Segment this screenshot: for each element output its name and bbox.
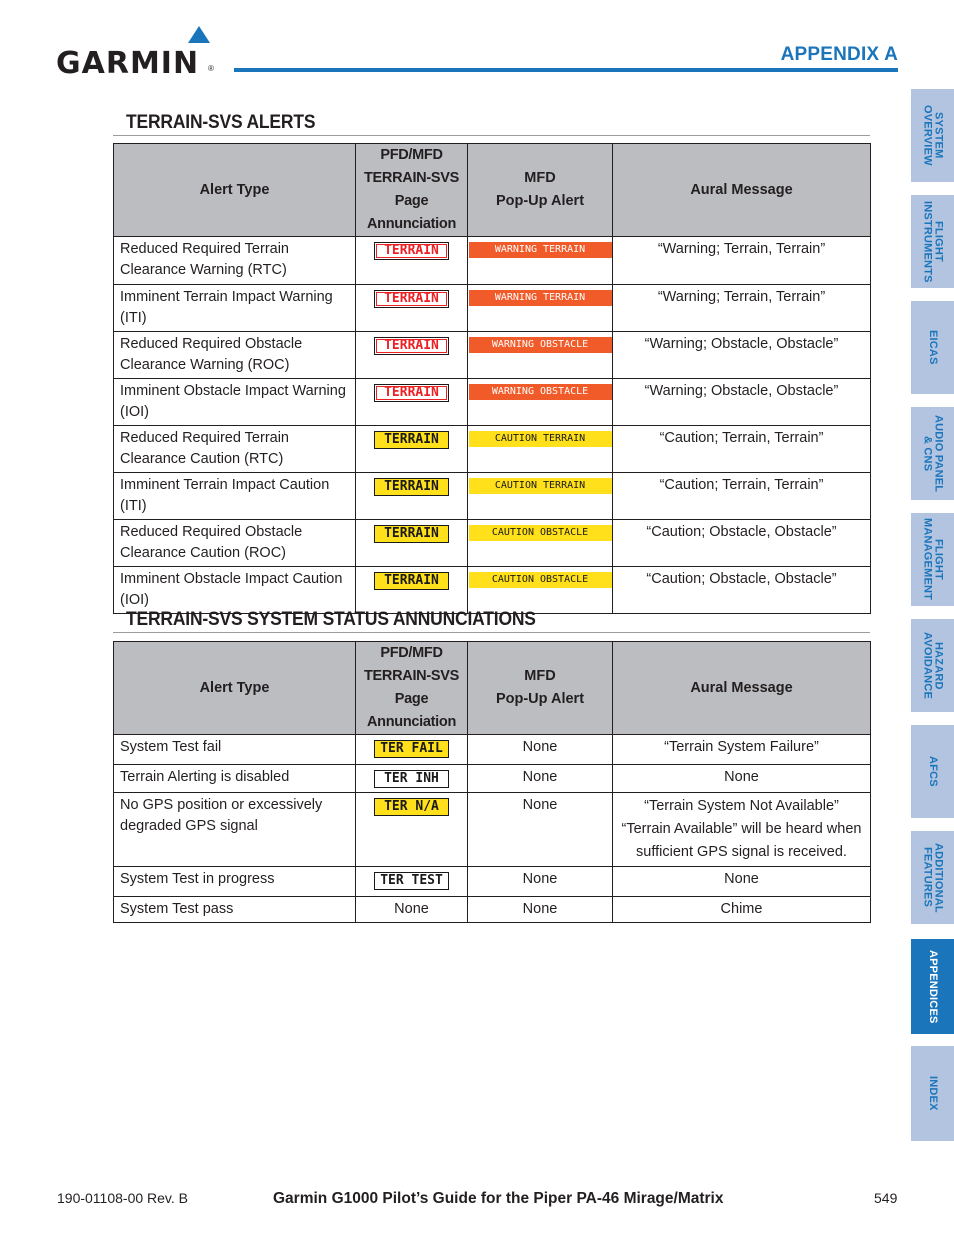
header-aural: Aural Message: [613, 144, 871, 237]
popup-cell: None: [468, 735, 613, 765]
annunciation-cell: [356, 332, 468, 379]
tab-eicas[interactable]: [911, 301, 954, 394]
aural-note: “Terrain Available” will be heard when sufficient GPS signal is received.: [621, 821, 862, 860]
tab-label: APPENDICES: [927, 949, 939, 1024]
tab-label: HAZARD AVOIDANCE: [921, 632, 945, 699]
header-annunciation: [356, 144, 468, 237]
table-header-row: [114, 642, 871, 735]
appendix-title: APPENDIX A: [780, 44, 898, 65]
popup-cell: [468, 379, 613, 426]
garmin-logo: [56, 26, 221, 81]
tab-additional-features[interactable]: [911, 831, 954, 924]
popup-cell: [468, 332, 613, 379]
alerts-section-rule: [113, 135, 870, 136]
aural-cell: “Warning; Terrain, Terrain”: [613, 237, 871, 285]
table-row: [114, 735, 871, 765]
tab-label: FLIGHT INSTRUMENTS: [921, 200, 945, 283]
alert-type-cell: Imminent Obstacle Impact Caution (IOI): [114, 567, 356, 614]
terrain-warning-annunciation: TERRAIN: [374, 384, 449, 402]
alert-type-cell: System Test in progress: [114, 867, 356, 897]
table-row: [114, 379, 871, 426]
table-row: [114, 332, 871, 379]
ter-inh-annunciation: TER INH: [374, 770, 449, 788]
popup-cell: [468, 237, 613, 285]
warning-popup-alert: WARNING TERRAIN: [469, 290, 612, 306]
popup-cell: [468, 520, 613, 567]
terrain-warning-annunciation: TERRAIN: [374, 242, 449, 260]
aural-cell: “Warning; Terrain, Terrain”: [613, 285, 871, 332]
table-row: [114, 867, 871, 897]
aural-cell: None: [613, 867, 871, 897]
table-row: [114, 765, 871, 793]
tab-system-overview[interactable]: [911, 89, 954, 182]
annunciation-cell: [356, 426, 468, 473]
table-row: [114, 426, 871, 473]
annunciation-cell: [356, 237, 468, 285]
annunciation-cell: None: [356, 897, 468, 923]
doc-number: 190-01108-00 Rev. B: [57, 1190, 189, 1206]
tab-label: INDEX: [927, 1076, 939, 1111]
header-rule: [234, 68, 898, 72]
tab-label: SYSTEM OVERVIEW: [921, 105, 945, 166]
header-popup-line: Pop-Up Alert: [495, 691, 585, 707]
popup-cell: [468, 285, 613, 332]
table-row: [114, 567, 871, 614]
aural-cell: [613, 793, 871, 867]
header-annunciation-line: Annunciation: [366, 216, 457, 232]
header-popup-line: Pop-Up Alert: [495, 193, 585, 209]
alert-type-cell: Reduced Required Terrain Clearance Warning (RTC): [114, 237, 356, 285]
terrain-warning-annunciation: TERRAIN: [374, 337, 449, 355]
warning-popup-alert: WARNING OBSTACLE: [469, 337, 612, 353]
aural-cell: “Warning; Obstacle, Obstacle”: [613, 379, 871, 426]
header-annunciation-line: Page: [394, 691, 429, 707]
header-popup: [468, 642, 613, 735]
aural-cell: “Caution; Obstacle, Obstacle”: [613, 520, 871, 567]
status-section-title: TERRAIN-SVS SYSTEM STATUS ANNUNCIATIONS: [126, 609, 536, 630]
popup-cell: [468, 567, 613, 614]
logo-registered-mark: ®: [208, 64, 214, 73]
tab-index[interactable]: [911, 1046, 954, 1141]
aural-cell: “Caution; Terrain, Terrain”: [613, 473, 871, 520]
warning-popup-alert: WARNING OBSTACLE: [469, 384, 612, 400]
alert-type-cell: System Test pass: [114, 897, 356, 923]
caution-popup-alert: CAUTION OBSTACLE: [469, 572, 612, 588]
annunciation-cell: [356, 567, 468, 614]
alert-type-cell: Imminent Terrain Impact Caution (ITI): [114, 473, 356, 520]
status-section-rule: [113, 632, 870, 633]
alert-type-cell: Imminent Obstacle Impact Warning (IOI): [114, 379, 356, 426]
alert-type-cell: Imminent Terrain Impact Warning (ITI): [114, 285, 356, 332]
tab-label: ADDITIONAL FEATURES: [921, 842, 945, 913]
header-annunciation-line: TERRAIN-SVS: [364, 170, 459, 186]
logo-text: GARMIN: [56, 46, 200, 81]
annunciation-cell: [356, 867, 468, 897]
terrain-caution-annunciation: TERRAIN: [374, 431, 449, 449]
alert-type-cell: Reduced Required Obstacle Clearance Caution (ROC): [114, 520, 356, 567]
alerts-section-title: TERRAIN-SVS ALERTS: [126, 112, 316, 133]
terrain-caution-annunciation: TERRAIN: [374, 525, 449, 543]
annunciation-cell: [356, 379, 468, 426]
header-annunciation-line: TERRAIN-SVS: [364, 668, 459, 684]
header-annunciation-line: Page: [394, 193, 429, 209]
caution-popup-alert: CAUTION OBSTACLE: [469, 525, 612, 541]
popup-cell: None: [468, 793, 613, 867]
terrain-warning-annunciation: TERRAIN: [374, 290, 449, 308]
header-popup-line: MFD: [524, 668, 556, 684]
annunciation-cell: [356, 520, 468, 567]
tab-audio-panel-cns[interactable]: [911, 407, 954, 500]
page-number: 549: [874, 1190, 898, 1206]
annunciation-cell: [356, 473, 468, 520]
tab-label: EICAS: [927, 330, 939, 365]
garmin-triangle-icon: [188, 26, 210, 43]
table-row: [114, 897, 871, 923]
tab-label: AUDIO PANEL & CNS: [921, 414, 945, 493]
aural-cell: “Caution; Obstacle, Obstacle”: [613, 567, 871, 614]
header-alert-type: Alert Type: [114, 144, 356, 237]
aural-message: “Terrain System Not Available”: [644, 798, 839, 814]
popup-cell: None: [468, 765, 613, 793]
popup-cell: [468, 473, 613, 520]
popup-cell: None: [468, 897, 613, 923]
alert-type-cell: System Test fail: [114, 735, 356, 765]
alert-type-cell: Reduced Required Obstacle Clearance Warning (ROC): [114, 332, 356, 379]
table-row: [114, 237, 871, 285]
caution-popup-alert: CAUTION TERRAIN: [469, 478, 612, 494]
table-row: [114, 285, 871, 332]
ter-test-annunciation: TER TEST: [374, 872, 449, 890]
aural-cell: “Terrain System Failure”: [613, 735, 871, 765]
aural-cell: “Caution; Terrain, Terrain”: [613, 426, 871, 473]
alert-type-cell: Reduced Required Terrain Clearance Caution (RTC): [114, 426, 356, 473]
annunciation-cell: [356, 735, 468, 765]
terrain-alerts-table: [113, 143, 871, 614]
guide-title: Garmin G1000 Pilot’s Guide for the Piper PA-46 Mirage/Matrix: [273, 1190, 724, 1207]
popup-cell: [468, 426, 613, 473]
table-row: [114, 473, 871, 520]
terrain-caution-annunciation: TERRAIN: [374, 572, 449, 590]
header-annunciation-line: Annunciation: [366, 714, 457, 730]
header-annunciation-line: PFD/MFD: [380, 645, 443, 661]
system-status-table: [113, 641, 871, 923]
popup-cell: None: [468, 867, 613, 897]
table-header-row: [114, 144, 871, 237]
ter-na-annunciation: TER N/A: [374, 798, 449, 816]
annunciation-cell: [356, 285, 468, 332]
header-popup-line: MFD: [524, 170, 556, 186]
tab-hazard-avoidance[interactable]: [911, 619, 954, 712]
table-row: [114, 520, 871, 567]
tab-label: AFCS: [927, 756, 939, 787]
header-annunciation: [356, 642, 468, 735]
caution-popup-alert: CAUTION TERRAIN: [469, 431, 612, 447]
aural-cell: “Warning; Obstacle, Obstacle”: [613, 332, 871, 379]
header-aural: Aural Message: [613, 642, 871, 735]
tab-flight-instruments[interactable]: [911, 195, 954, 288]
annunciation-cell: [356, 765, 468, 793]
tab-label: FLIGHT MANAGEMENT: [921, 518, 945, 601]
aural-cell: Chime: [613, 897, 871, 923]
tab-flight-management[interactable]: [911, 513, 954, 606]
warning-popup-alert: WARNING TERRAIN: [469, 242, 612, 258]
header-popup: [468, 144, 613, 237]
header-alert-type: Alert Type: [114, 642, 356, 735]
alert-type-cell: No GPS position or excessively degraded GPS signal: [114, 793, 356, 867]
table-row: [114, 793, 871, 867]
ter-fail-annunciation: TER FAIL: [374, 740, 449, 758]
terrain-caution-annunciation: TERRAIN: [374, 478, 449, 496]
annunciation-cell: [356, 793, 468, 867]
alert-type-cell: Terrain Alerting is disabled: [114, 765, 356, 793]
tab-afcs[interactable]: [911, 725, 954, 818]
aural-cell: None: [613, 765, 871, 793]
tab-appendices[interactable]: [911, 939, 954, 1034]
header-annunciation-line: PFD/MFD: [380, 147, 443, 163]
